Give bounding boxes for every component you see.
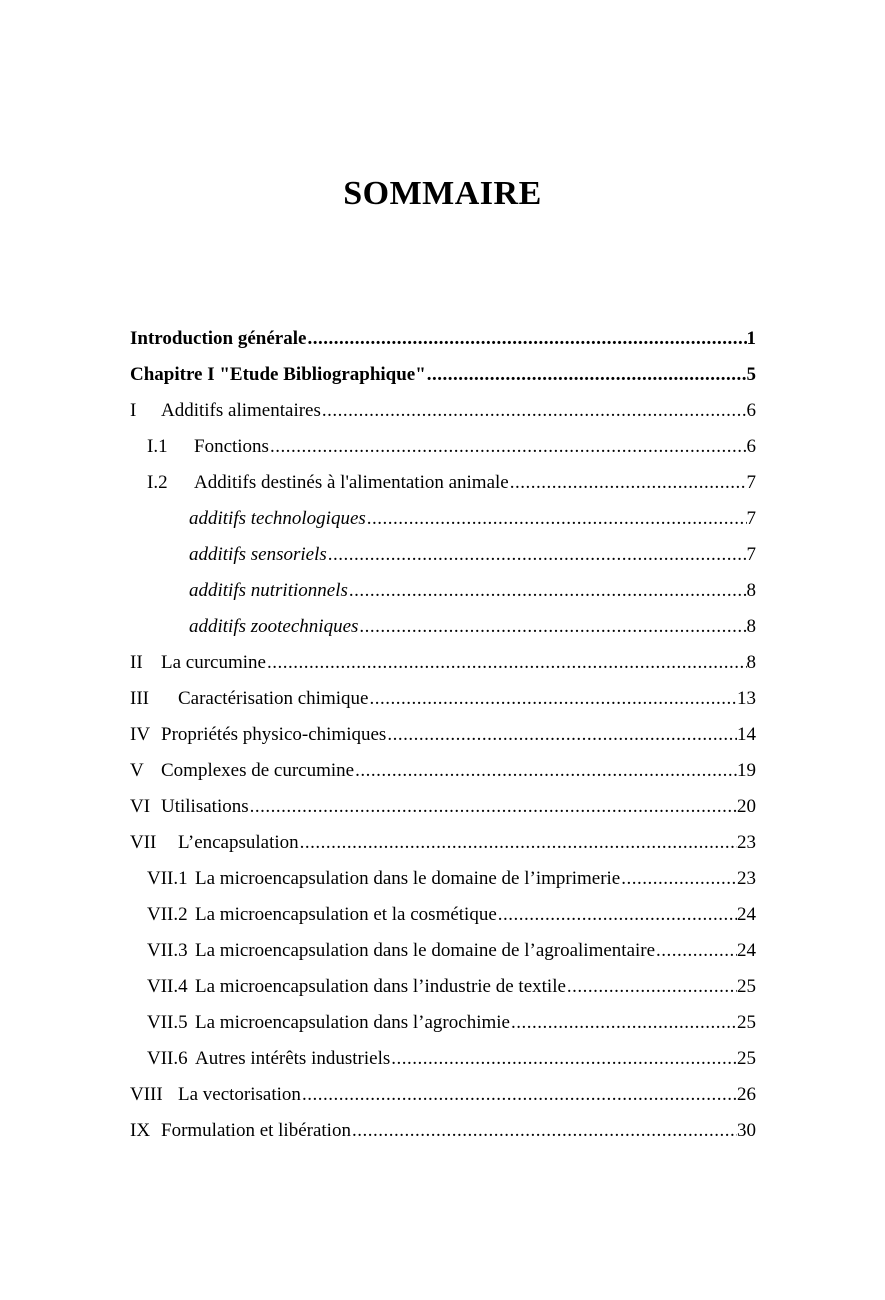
toc-entry-title: La microencapsulation dans le domaine de l’agroalimentaire: [195, 940, 656, 961]
dot-leader: [269, 429, 747, 465]
toc-entry[interactable]: [130, 321, 756, 357]
toc-entry-page: 1: [746, 328, 756, 349]
toc-entry-page: 24: [737, 940, 756, 961]
toc-entry-page: 6: [746, 400, 756, 421]
dot-leader: [327, 537, 747, 573]
toc-entry[interactable]: [130, 357, 756, 393]
toc-entry-page: 8: [746, 616, 756, 637]
toc-entry[interactable]: [130, 825, 756, 861]
dot-leader: [426, 357, 747, 393]
toc-entry-page: 7: [746, 508, 756, 529]
toc-entry-title: Formulation et libération: [161, 1120, 351, 1141]
toc-entry-page: 25: [737, 1048, 756, 1069]
dot-leader: [348, 573, 747, 609]
toc-entry-number: I.2: [147, 472, 168, 493]
table-of-contents: [130, 321, 756, 1149]
toc-entry-number: VIII: [130, 1084, 163, 1105]
dot-leader: [249, 789, 737, 825]
toc-entry-title: L’encapsulation: [178, 832, 299, 853]
toc-entry-page: 26: [737, 1084, 756, 1105]
toc-entry-title: Chapitre I "Etude Bibliographique": [130, 364, 426, 385]
toc-entry-title: Introduction générale: [130, 328, 307, 349]
toc-entry-page: 19: [737, 760, 756, 781]
toc-entry-title: La microencapsulation dans l’agrochimie: [195, 1012, 510, 1033]
toc-entry-page: 8: [746, 652, 756, 673]
toc-entry-page: 20: [737, 796, 756, 817]
dot-leader: [620, 861, 737, 897]
dot-leader: [299, 825, 737, 861]
toc-entry-number: III: [130, 688, 149, 709]
page-title: SOMMAIRE: [343, 174, 542, 212]
toc-entry[interactable]: [130, 609, 756, 645]
dot-leader: [390, 1041, 737, 1077]
toc-entry-title: additifs technologiques: [189, 508, 366, 529]
toc-entry[interactable]: [130, 861, 756, 897]
toc-entry[interactable]: [130, 1113, 756, 1149]
toc-entry[interactable]: [130, 501, 756, 537]
toc-entry-title: La vectorisation: [178, 1084, 301, 1105]
toc-entry-title: Additifs alimentaires: [161, 400, 321, 421]
dot-leader: [321, 393, 747, 429]
toc-entry[interactable]: [130, 681, 756, 717]
toc-entry-page: 14: [737, 724, 756, 745]
toc-entry-page: 5: [746, 364, 756, 385]
toc-entry-number: I.1: [147, 436, 168, 457]
toc-entry[interactable]: [130, 897, 756, 933]
toc-entry-title: Autres intérêts industriels: [195, 1048, 391, 1069]
dot-leader: [266, 645, 747, 681]
toc-entry-number: VII.6: [147, 1048, 188, 1069]
toc-entry-number: VII.4: [147, 976, 188, 997]
toc-entry-title: Utilisations: [161, 796, 249, 817]
toc-entry[interactable]: [130, 573, 756, 609]
toc-entry-title: La microencapsulation et la cosmétique: [195, 904, 497, 925]
toc-entry-number: VII: [130, 832, 157, 853]
toc-entry-number: V: [130, 760, 144, 781]
toc-entry-page: 13: [737, 688, 756, 709]
toc-entry-number: VII.3: [147, 940, 188, 961]
dot-leader: [301, 1077, 737, 1113]
toc-entry-title: La microencapsulation dans l’industrie de textile: [195, 976, 566, 997]
toc-entry-title: Caractérisation chimique: [178, 688, 369, 709]
toc-entry-page: 8: [746, 580, 756, 601]
dot-leader: [386, 717, 737, 753]
toc-entry-number: II: [130, 652, 143, 673]
toc-entry-title: La curcumine: [161, 652, 266, 673]
toc-entry-title: additifs sensoriels: [189, 544, 327, 565]
toc-entry-title: Additifs destinés à l'alimentation animale: [194, 472, 509, 493]
toc-entry-page: 23: [737, 832, 756, 853]
toc-entry-number: VII.5: [147, 1012, 188, 1033]
toc-entry-number: VII.1: [147, 868, 188, 889]
dot-leader: [306, 321, 746, 357]
toc-entry-page: 24: [737, 904, 756, 925]
toc-entry-page: 30: [737, 1120, 756, 1141]
toc-entry-number: VI: [130, 796, 151, 817]
toc-entry-number: VII.2: [147, 904, 188, 925]
dot-leader: [497, 897, 737, 933]
toc-entry-page: 25: [737, 1012, 756, 1033]
toc-entry-number: I: [130, 400, 137, 421]
toc-entry-title: Complexes de curcumine: [161, 760, 355, 781]
toc-entry[interactable]: [130, 789, 756, 825]
dot-leader: [368, 681, 737, 717]
toc-entry[interactable]: [130, 969, 756, 1005]
dot-leader: [366, 501, 747, 537]
toc-entry-page: 25: [737, 976, 756, 997]
toc-entry-page: 23: [737, 868, 756, 889]
dot-leader: [655, 933, 737, 969]
toc-entry[interactable]: [130, 1077, 756, 1113]
toc-entry[interactable]: [130, 645, 756, 681]
toc-entry-title: additifs nutritionnels: [189, 580, 348, 601]
toc-entry[interactable]: [130, 537, 756, 573]
dot-leader: [510, 1005, 737, 1041]
toc-entry[interactable]: [130, 465, 756, 501]
toc-entry-page: 7: [746, 544, 756, 565]
dot-leader: [351, 1113, 737, 1149]
toc-entry[interactable]: [130, 753, 756, 789]
toc-entry[interactable]: [130, 933, 756, 969]
toc-entry-title: additifs zootechniques: [189, 616, 359, 637]
toc-entry-title: Fonctions: [194, 436, 269, 457]
toc-entry[interactable]: [130, 393, 756, 429]
toc-entry-page: 6: [746, 436, 756, 457]
toc-entry-number: IV: [130, 724, 151, 745]
dot-leader: [358, 609, 746, 645]
toc-entry-number: IX: [130, 1120, 151, 1141]
dot-leader: [509, 465, 747, 501]
toc-entry[interactable]: [130, 1005, 756, 1041]
toc-entry-page: 7: [746, 472, 756, 493]
toc-entry[interactable]: [130, 1041, 756, 1077]
dot-leader: [354, 753, 737, 789]
toc-entry[interactable]: [130, 429, 756, 465]
toc-entry-title: Propriétés physico-chimiques: [161, 724, 387, 745]
dot-leader: [566, 969, 737, 1005]
toc-entry[interactable]: [130, 717, 756, 753]
toc-entry-title: La microencapsulation dans le domaine de l’imprimerie: [195, 868, 621, 889]
